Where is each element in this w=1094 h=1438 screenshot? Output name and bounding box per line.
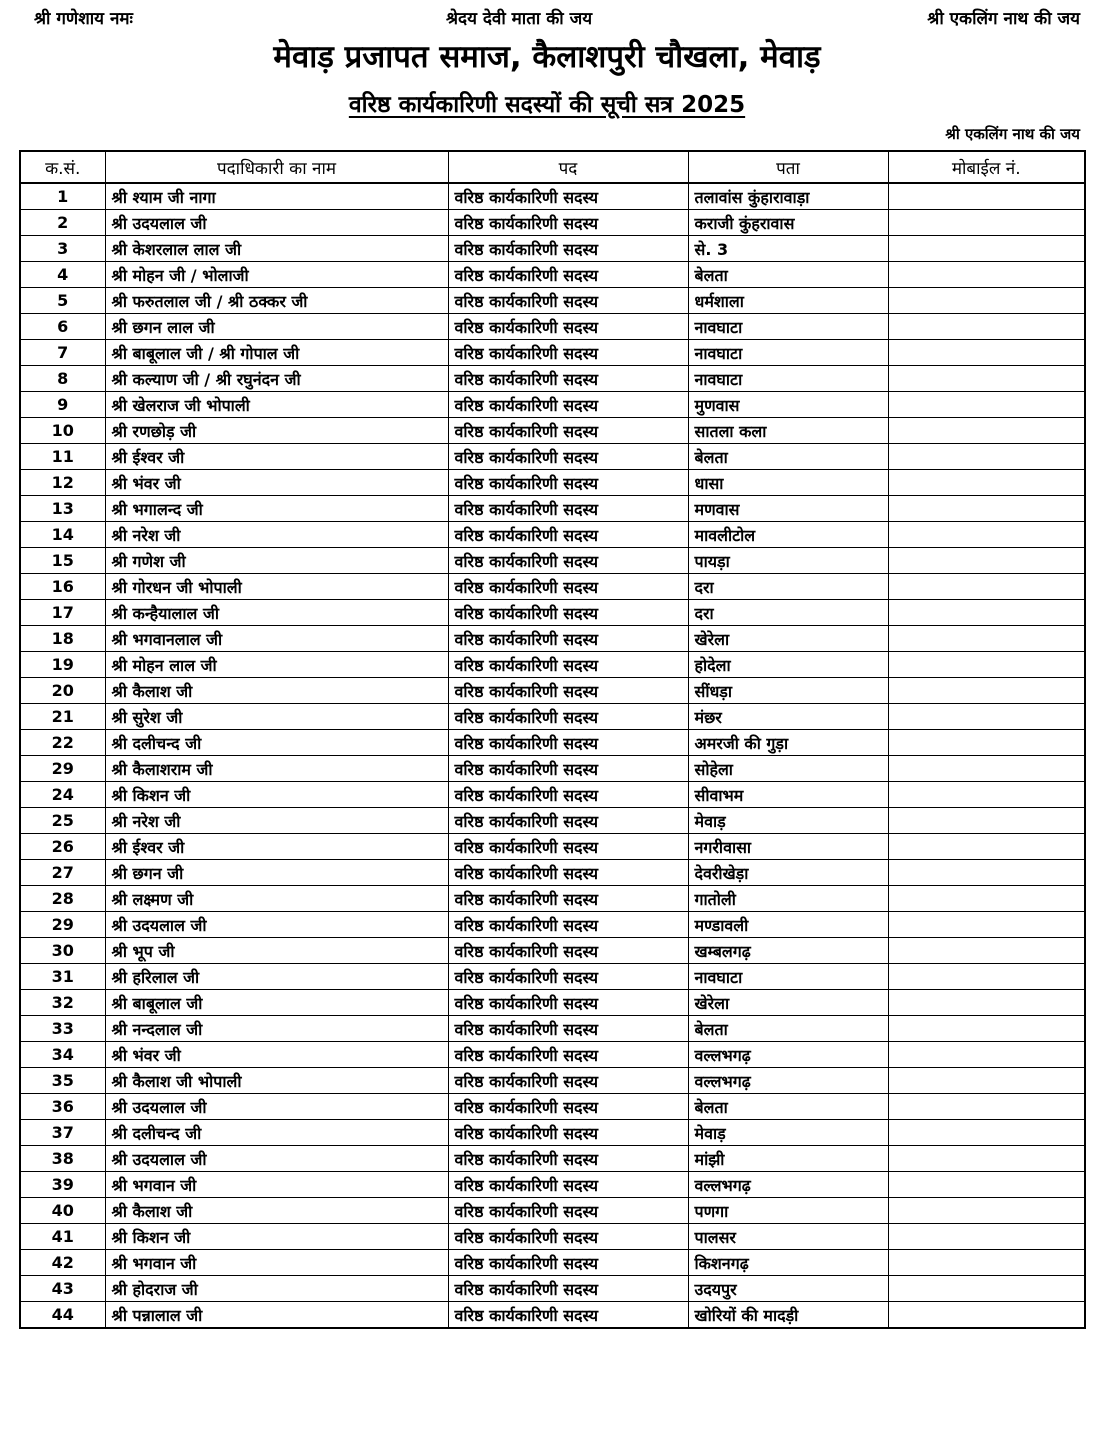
table-row [20,756,1085,782]
cell-post: वरिष्ठ कार्यकारिणी सदस्य [448,782,688,808]
cell-post: वरिष्ठ कार्यकारिणी सदस्य [448,1016,688,1042]
cell-sno: 22 [20,730,105,756]
table-row [20,1016,1085,1042]
cell-post: वरिष्ठ कार्यकारिणी सदस्य [448,756,688,782]
cell-name: श्री कैलाश जी [105,1198,448,1224]
cell-post: वरिष्ठ कार्यकारिणी सदस्य [448,912,688,938]
table-row [20,860,1085,886]
cell-mobile [888,990,1085,1016]
cell-sno: 38 [20,1146,105,1172]
cell-address: मावलीटोल [688,522,888,548]
cell-address: बेलता [688,1016,888,1042]
cell-mobile [888,834,1085,860]
cell-address: तलावांस कुंहारावाड़ा [688,183,888,210]
cell-name: श्री केशरलाल लाल जी [105,236,448,262]
cell-mobile [888,964,1085,990]
cell-sno: 39 [20,1172,105,1198]
cell-sno: 24 [20,782,105,808]
cell-mobile [888,1172,1085,1198]
cell-post: वरिष्ठ कार्यकारिणी सदस्य [448,1120,688,1146]
cell-post: वरिष्ठ कार्यकारिणी सदस्य [448,600,688,626]
cell-address: पायड़ा [688,548,888,574]
cell-sno: 43 [20,1276,105,1302]
table-row [20,1068,1085,1094]
table-row [20,626,1085,652]
cell-mobile [888,183,1085,210]
cell-mobile [888,1016,1085,1042]
cell-mobile [888,496,1085,522]
list-title-wrapper [0,88,1094,122]
cell-address: से. 3 [688,236,888,262]
column-header-sno: क.सं. [20,151,105,183]
cell-address: मेवाड़ [688,1120,888,1146]
cell-sno: 12 [20,470,105,496]
cell-mobile [888,314,1085,340]
cell-post: वरिष्ठ कार्यकारिणी सदस्य [448,366,688,392]
cell-address: वल्लभगढ़ [688,1068,888,1094]
cell-name: श्री गोरधन जी भोपाली [105,574,448,600]
table-row [20,183,1085,210]
cell-name: श्री बाबूलाल जी [105,990,448,1016]
column-header-mobile: मोबाईल नं. [888,151,1085,183]
cell-name: श्री सुरेश जी [105,704,448,730]
cell-post: वरिष्ठ कार्यकारिणी सदस्य [448,1172,688,1198]
cell-name: श्री भगवानलाल जी [105,626,448,652]
cell-name: श्री भगवान जी [105,1172,448,1198]
cell-name: श्री होदराज जी [105,1276,448,1302]
table-row [20,1276,1085,1302]
cell-address: बेलता [688,262,888,288]
table-row [20,782,1085,808]
cell-post: वरिष्ठ कार्यकारिणी सदस्य [448,236,688,262]
cell-name: श्री कल्याण जी / श्री रघुनंदन जी [105,366,448,392]
cell-address: कराजी कुंहरावास [688,210,888,236]
cell-address: नावघाटा [688,964,888,990]
cell-sno: 27 [20,860,105,886]
cell-post: वरिष्ठ कार्यकारिणी सदस्य [448,444,688,470]
cell-mobile [888,600,1085,626]
cell-post: वरिष्ठ कार्यकारिणी सदस्य [448,860,688,886]
cell-name: श्री ईश्वर जी [105,834,448,860]
cell-mobile [888,1198,1085,1224]
table-row [20,1094,1085,1120]
cell-mobile [888,1068,1085,1094]
cell-sno: 15 [20,548,105,574]
table-row [20,964,1085,990]
cell-address: सोहेला [688,756,888,782]
cell-mobile [888,392,1085,418]
cell-mobile [888,236,1085,262]
cell-sno: 31 [20,964,105,990]
cell-name: श्री कैलाशराम जी [105,756,448,782]
organization-title: मेवाड़ प्रजापत समाज, कैलाशपुरी चौखला, मेवाड़ [273,39,821,75]
cell-address: होदेला [688,652,888,678]
cell-sno: 41 [20,1224,105,1250]
cell-mobile [888,1042,1085,1068]
cell-post: वरिष्ठ कार्यकारिणी सदस्य [448,522,688,548]
table-row [20,496,1085,522]
cell-sno: 13 [20,496,105,522]
cell-mobile [888,288,1085,314]
cell-name: श्री भगवान जी [105,1250,448,1276]
cell-address: नावघाटा [688,366,888,392]
cell-address: नावघाटा [688,314,888,340]
cell-mobile [888,652,1085,678]
cell-sno: 29 [20,912,105,938]
cell-sno: 34 [20,1042,105,1068]
table-row [20,1224,1085,1250]
cell-address: किशनगढ़ [688,1250,888,1276]
cell-mobile [888,1224,1085,1250]
cell-sno: 7 [20,340,105,366]
cell-name: श्री हरिलाल जी [105,964,448,990]
cell-sno: 44 [20,1302,105,1329]
cell-address: पणगा [688,1198,888,1224]
cell-sno: 9 [20,392,105,418]
table-row [20,704,1085,730]
cell-address: मणवास [688,496,888,522]
table-row [20,600,1085,626]
cell-address: धासा [688,470,888,496]
cell-name: श्री ईश्वर जी [105,444,448,470]
cell-sno: 10 [20,418,105,444]
table-row [20,366,1085,392]
cell-name: श्री श्याम जी नागा [105,183,448,210]
cell-mobile [888,366,1085,392]
table-row [20,340,1085,366]
cell-mobile [888,756,1085,782]
invocation-center: श्रेदय देवी माता की जय [446,9,593,29]
cell-name: श्री छगन जी [105,860,448,886]
cell-name: श्री भंवर जी [105,470,448,496]
cell-name: श्री दलीचन्द जी [105,1120,448,1146]
cell-name: श्री नरेश जी [105,522,448,548]
cell-mobile [888,704,1085,730]
cell-name: श्री फरुतलाल जी / श्री ठक्कर जी [105,288,448,314]
cell-mobile [888,782,1085,808]
cell-mobile [888,678,1085,704]
cell-sno: 11 [20,444,105,470]
cell-sno: 30 [20,938,105,964]
cell-post: वरिष्ठ कार्यकारिणी सदस्य [448,470,688,496]
cell-address: उदयपुर [688,1276,888,1302]
table-row [20,652,1085,678]
cell-address: बेलता [688,1094,888,1120]
cell-mobile [888,1250,1085,1276]
invocation-left: श्री गणेशाय नमः [34,9,133,29]
table-row [20,314,1085,340]
cell-post: वरिष्ठ कार्यकारिणी सदस्य [448,574,688,600]
cell-address: वल्लभगढ़ [688,1042,888,1068]
cell-mobile [888,1302,1085,1329]
table-row [20,990,1085,1016]
cell-sno: 29 [20,756,105,782]
cell-address: खम्बलगढ़ [688,938,888,964]
cell-name: श्री उदयलाल जी [105,1146,448,1172]
cell-mobile [888,1120,1085,1146]
cell-name: श्री भूप जी [105,938,448,964]
table-row [20,1198,1085,1224]
cell-sno: 16 [20,574,105,600]
cell-name: श्री किशन जी [105,1224,448,1250]
cell-post: वरिष्ठ कार्यकारिणी सदस्य [448,1068,688,1094]
invocation-right: श्री एकलिंग नाथ की जय [927,9,1080,29]
cell-name: श्री पन्नालाल जी [105,1302,448,1329]
cell-name: श्री भंवर जी [105,1042,448,1068]
table-row [20,1042,1085,1068]
members-table [19,150,1086,1329]
cell-post: वरिष्ठ कार्यकारिणी सदस्य [448,288,688,314]
cell-sno: 25 [20,808,105,834]
cell-sno: 40 [20,1198,105,1224]
cell-address: पालसर [688,1224,888,1250]
table-row [20,1120,1085,1146]
cell-name: श्री कैलाश जी [105,678,448,704]
table-row [20,392,1085,418]
cell-sno: 37 [20,1120,105,1146]
cell-post: वरिष्ठ कार्यकारिणी सदस्य [448,418,688,444]
cell-post: वरिष्ठ कार्यकारिणी सदस्य [448,262,688,288]
cell-name: श्री भगालन्द जी [105,496,448,522]
cell-address: वल्लभगढ़ [688,1172,888,1198]
cell-sno: 5 [20,288,105,314]
cell-mobile [888,522,1085,548]
cell-address: खेरेला [688,990,888,1016]
table-row [20,912,1085,938]
cell-mobile [888,262,1085,288]
cell-name: श्री मोहन जी / भोलाजी [105,262,448,288]
cell-mobile [888,444,1085,470]
cell-mobile [888,1276,1085,1302]
cell-mobile [888,626,1085,652]
cell-mobile [888,912,1085,938]
members-table-body [20,183,1085,1328]
cell-post: वरिष्ठ कार्यकारिणी सदस्य [448,548,688,574]
cell-sno: 14 [20,522,105,548]
cell-mobile [888,548,1085,574]
cell-address: मांझी [688,1146,888,1172]
table-row [20,808,1085,834]
cell-post: वरिष्ठ कार्यकारिणी सदस्य [448,496,688,522]
cell-mobile [888,1146,1085,1172]
cell-mobile [888,418,1085,444]
cell-address: सीवाभम [688,782,888,808]
cell-name: श्री कन्हैयालाल जी [105,600,448,626]
cell-address: गातोली [688,886,888,912]
column-header-name: पदाधिकारी का नाम [105,151,448,183]
cell-mobile [888,938,1085,964]
column-header-address: पता [688,151,888,183]
cell-sno: 28 [20,886,105,912]
table-row [20,1302,1085,1329]
table-row [20,418,1085,444]
cell-name: श्री उदयलाल जी [105,912,448,938]
cell-address: मण्डावली [688,912,888,938]
cell-post: वरिष्ठ कार्यकारिणी सदस्य [448,626,688,652]
cell-post: वरिष्ठ कार्यकारिणी सदस्य [448,1302,688,1329]
cell-sno: 8 [20,366,105,392]
cell-sno: 6 [20,314,105,340]
cell-post: वरिष्ठ कार्यकारिणी सदस्य [448,652,688,678]
list-title: वरिष्ठ कार्यकारिणी सदस्यों की सूची सत्र 2025 [348,92,746,118]
cell-mobile [888,340,1085,366]
cell-address: खोरियों की मादड़ी [688,1302,888,1329]
top-invocation-line [0,6,1094,32]
cell-sno: 18 [20,626,105,652]
cell-name: श्री नन्दलाल जी [105,1016,448,1042]
table-row [20,938,1085,964]
table-row [20,1250,1085,1276]
cell-post: वरिष्ठ कार्यकारिणी सदस्य [448,808,688,834]
cell-sno: 1 [20,183,105,210]
table-row [20,678,1085,704]
cell-name: श्री नरेश जी [105,808,448,834]
cell-address: अमरजी की गुड़ा [688,730,888,756]
cell-sno: 17 [20,600,105,626]
cell-name: श्री खेलराज जी भोपाली [105,392,448,418]
table-row [20,210,1085,236]
cell-address: खेरेला [688,626,888,652]
cell-post: वरिष्ठ कार्यकारिणी सदस्य [448,183,688,210]
cell-address: देवरीखेड़ा [688,860,888,886]
cell-name: श्री बाबूलाल जी / श्री गोपाल जी [105,340,448,366]
table-row [20,288,1085,314]
cell-address: मुणवास [688,392,888,418]
cell-name: श्री दलीचन्द जी [105,730,448,756]
cell-post: वरिष्ठ कार्यकारिणी सदस्य [448,1250,688,1276]
cell-mobile [888,860,1085,886]
right-invocation-note: श्री एकलिंग नाथ की जय [945,125,1080,143]
cell-address: नावघाटा [688,340,888,366]
cell-sno: 3 [20,236,105,262]
table-row [20,1172,1085,1198]
cell-name: श्री उदयलाल जी [105,210,448,236]
cell-address: दरा [688,600,888,626]
table-row [20,834,1085,860]
cell-post: वरिष्ठ कार्यकारिणी सदस्य [448,1224,688,1250]
cell-address: बेलता [688,444,888,470]
cell-name: श्री रणछोड़ जी [105,418,448,444]
cell-name: श्री गणेश जी [105,548,448,574]
cell-post: वरिष्ठ कार्यकारिणी सदस्य [448,210,688,236]
cell-mobile [888,470,1085,496]
cell-post: वरिष्ठ कार्यकारिणी सदस्य [448,1146,688,1172]
cell-mobile [888,886,1085,912]
cell-address: सातला कला [688,418,888,444]
cell-post: वरिष्ठ कार्यकारिणी सदस्य [448,1198,688,1224]
cell-mobile [888,574,1085,600]
cell-post: वरिष्ठ कार्यकारिणी सदस्य [448,730,688,756]
cell-post: वरिष्ठ कार्यकारिणी सदस्य [448,340,688,366]
column-header-post: पद [448,151,688,183]
cell-name: श्री छगन लाल जी [105,314,448,340]
cell-sno: 32 [20,990,105,1016]
cell-post: वरिष्ठ कार्यकारिणी सदस्य [448,1094,688,1120]
cell-address: धर्मशाला [688,288,888,314]
cell-post: वरिष्ठ कार्यकारिणी सदस्य [448,1276,688,1302]
table-row [20,444,1085,470]
cell-mobile [888,210,1085,236]
cell-post: वरिष्ठ कार्यकारिणी सदस्य [448,704,688,730]
table-row [20,886,1085,912]
table-row [20,470,1085,496]
cell-post: वरिष्ठ कार्यकारिणी सदस्य [448,1042,688,1068]
table-row [20,236,1085,262]
cell-post: वरिष्ठ कार्यकारिणी सदस्य [448,964,688,990]
cell-address: नगरीवासा [688,834,888,860]
cell-address: दरा [688,574,888,600]
cell-address: मंछर [688,704,888,730]
cell-post: वरिष्ठ कार्यकारिणी सदस्य [448,392,688,418]
table-row [20,522,1085,548]
cell-name: श्री लक्ष्मण जी [105,886,448,912]
cell-sno: 26 [20,834,105,860]
cell-post: वरिष्ठ कार्यकारिणी सदस्य [448,678,688,704]
table-row [20,548,1085,574]
cell-mobile [888,730,1085,756]
cell-post: वरिष्ठ कार्यकारिणी सदस्य [448,314,688,340]
cell-name: श्री कैलाश जी भोपाली [105,1068,448,1094]
cell-sno: 42 [20,1250,105,1276]
cell-post: वरिष्ठ कार्यकारिणी सदस्य [448,938,688,964]
cell-sno: 20 [20,678,105,704]
cell-name: श्री मोहन लाल जी [105,652,448,678]
cell-name: श्री उदयलाल जी [105,1094,448,1120]
cell-sno: 4 [20,262,105,288]
table-row [20,1146,1085,1172]
cell-post: वरिष्ठ कार्यकारिणी सदस्य [448,990,688,1016]
cell-address: मेवाड़ [688,808,888,834]
cell-address: सींधड़ा [688,678,888,704]
cell-sno: 21 [20,704,105,730]
cell-sno: 33 [20,1016,105,1042]
cell-sno: 19 [20,652,105,678]
cell-post: वरिष्ठ कार्यकारिणी सदस्य [448,834,688,860]
cell-mobile [888,808,1085,834]
table-header-row [20,151,1085,183]
cell-post: वरिष्ठ कार्यकारिणी सदस्य [448,886,688,912]
table-row [20,262,1085,288]
table-row [20,574,1085,600]
cell-sno: 36 [20,1094,105,1120]
cell-mobile [888,1094,1085,1120]
table-row [20,730,1085,756]
cell-sno: 35 [20,1068,105,1094]
cell-sno: 2 [20,210,105,236]
cell-name: श्री किशन जी [105,782,448,808]
